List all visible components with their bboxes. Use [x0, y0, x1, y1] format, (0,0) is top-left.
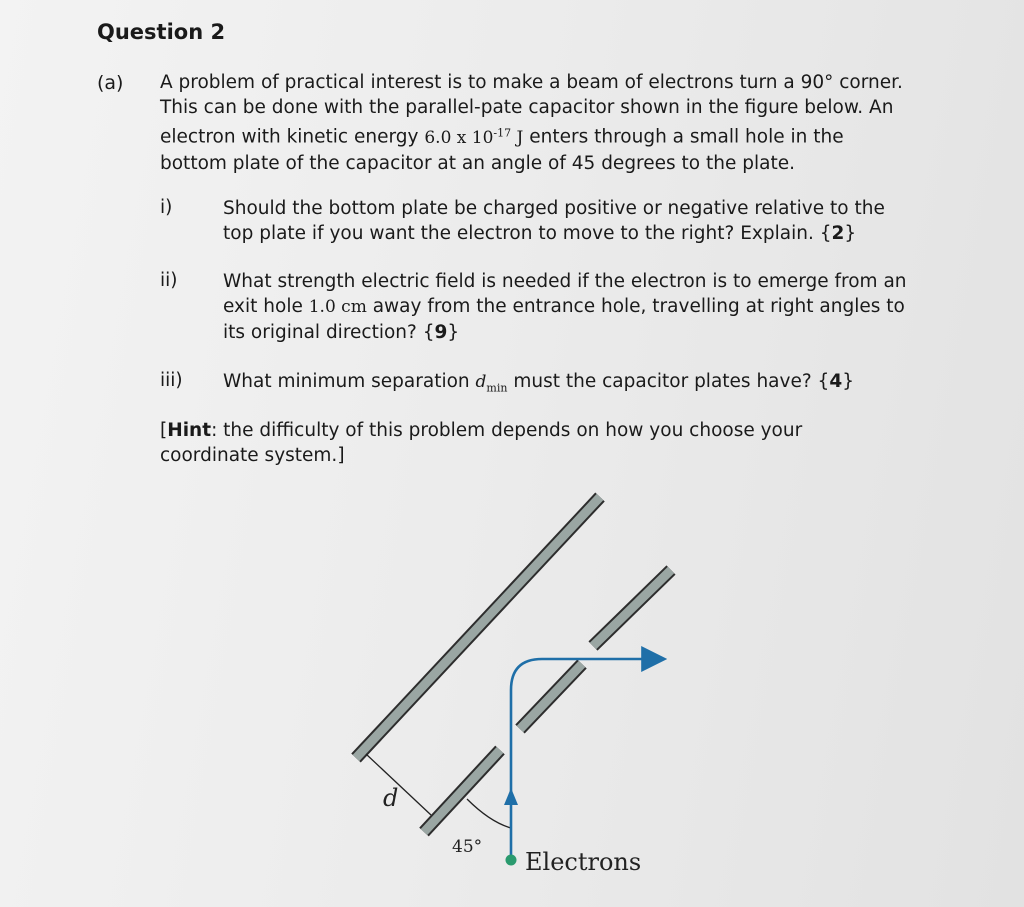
- beam-up-arrow-icon: [504, 788, 518, 805]
- sub-i-close: }: [844, 223, 857, 244]
- bottom-plate-lower-segment: [424, 750, 500, 832]
- d-symbol: d: [475, 372, 487, 392]
- hint-open: [: [160, 420, 168, 441]
- sub-ii-line-2-post: away from the entrance hole, travelling at right angles to: [366, 296, 905, 317]
- hint-line-1-rest: : the difficulty of this problem depends on how you choose your: [211, 420, 803, 441]
- bottom-plate-middle-segment: [520, 664, 582, 729]
- sub-i-line-1: Should the bottom plate be charged positive or negative relative to the: [223, 198, 885, 219]
- intro-line-4: bottom plate of the capacitor at an angle of 45 degrees to the plate.: [160, 152, 795, 174]
- intro-line-3-pre: electron with kinetic energy: [160, 126, 425, 148]
- sub-i-label: i): [160, 197, 173, 218]
- ke-exponent: -17: [493, 126, 512, 139]
- sub-iii-pre: What minimum separation: [223, 371, 476, 392]
- part-a-label: (a): [97, 72, 124, 94]
- intro-line-1: A problem of practical interest is to make a beam of electrons turn a 90° corner.: [160, 72, 903, 93]
- sub-iii-label: iii): [160, 370, 183, 391]
- electron-source-dot: [506, 855, 517, 866]
- d-subscript: min: [486, 381, 508, 395]
- sub-iii-close: }: [842, 371, 854, 392]
- sub-iii-post: must the capacitor plates have? {: [507, 371, 830, 392]
- ke-unit: J: [516, 127, 524, 148]
- d-label: d: [383, 784, 399, 812]
- angle-label: 45°: [452, 837, 483, 857]
- sub-ii-marks: 9: [434, 322, 448, 343]
- sub-ii-line-1: What strength electric field is needed if the electron is to emerge from an: [223, 271, 907, 292]
- top-plate: [356, 497, 600, 758]
- angle-arc: [467, 799, 511, 828]
- sub-iii-marks: 4: [829, 371, 843, 392]
- sub-ii-close: }: [447, 322, 460, 343]
- hint-line-2: coordinate system.]: [160, 445, 345, 466]
- sub-ii-line-2-pre: exit hole: [223, 296, 309, 317]
- sub-i-marks: 2: [831, 223, 845, 244]
- ke-mantissa: 6.0 x 10: [424, 127, 494, 148]
- sub-ii-line-3-pre: its original direction? {: [223, 322, 435, 343]
- bottom-plate-upper-segment: [593, 570, 671, 646]
- sub-i-line-2-text: top plate if you want the electron to move to the right? Explain. {: [223, 223, 832, 244]
- sub-ii-label: ii): [160, 270, 178, 291]
- electron-beam-path: [511, 659, 662, 860]
- question-title: Question 2: [97, 20, 226, 44]
- intro-line-3-post: enters through a small hole in the: [523, 126, 844, 148]
- exit-hole-distance: 1.0 cm: [308, 297, 367, 317]
- d-dimension-line: [366, 754, 431, 815]
- intro-line-2: This can be done with the parallel-pate capacitor shown in the figure below. An: [160, 97, 894, 118]
- electrons-label: Electrons: [525, 848, 642, 876]
- hint-bold: Hint: [167, 420, 212, 441]
